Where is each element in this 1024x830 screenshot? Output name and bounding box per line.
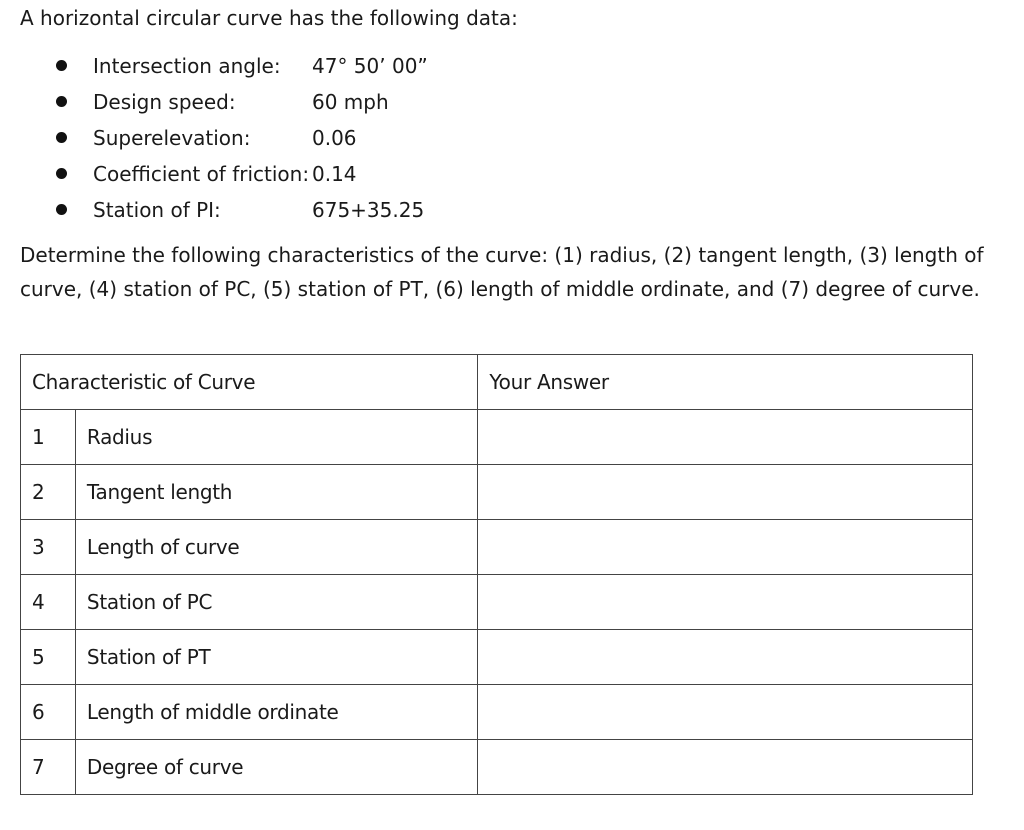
- row-characteristic: Tangent length: [75, 465, 477, 520]
- row-characteristic: Station of PT: [75, 630, 477, 685]
- given-label: Station of PI:: [93, 198, 221, 222]
- answer-table: [20, 354, 973, 795]
- row-number: 3: [21, 520, 76, 575]
- row-number: 5: [21, 630, 76, 685]
- intro-text: A horizontal circular curve has the following data:: [20, 6, 518, 30]
- bullet-icon: [56, 96, 67, 107]
- row-number: 2: [21, 465, 76, 520]
- table-row: [21, 520, 973, 575]
- answer-cell-station-of-pt[interactable]: [478, 630, 973, 685]
- answer-cell-radius[interactable]: [478, 410, 973, 465]
- given-label: Coefficient of friction:: [93, 162, 310, 186]
- given-value: 675+35.25: [312, 198, 425, 222]
- row-characteristic: Degree of curve: [75, 740, 477, 795]
- row-number: 1: [21, 410, 76, 465]
- bullet-icon: [56, 132, 67, 143]
- answer-cell-length-of-curve[interactable]: [478, 520, 973, 575]
- given-label: Superelevation:: [93, 126, 251, 150]
- bullet-icon: [56, 204, 67, 215]
- header-characteristic: Characteristic of Curve: [21, 355, 478, 410]
- given-value: 0.06: [312, 126, 357, 150]
- table-header-row: [21, 355, 973, 410]
- task-instructions: Determine the following characteristics of the curve: (1) radius, (2) tangent length, (3) length of curve, (4) station of PC, (5) station of PT, (6) length of middle ordinate, and (7) degree of curve.: [20, 243, 984, 301]
- given-value: 0.14: [312, 162, 357, 186]
- table-row: [21, 465, 973, 520]
- table-row: [21, 740, 973, 795]
- given-value: 47° 50’ 00”: [312, 54, 428, 78]
- given-label: Design speed:: [93, 90, 236, 114]
- row-number: 4: [21, 575, 76, 630]
- table-row: [21, 685, 973, 740]
- answer-cell-middle-ordinate[interactable]: [478, 685, 973, 740]
- row-characteristic: Radius: [75, 410, 477, 465]
- table-row: [21, 410, 973, 465]
- row-characteristic: Length of curve: [75, 520, 477, 575]
- answer-cell-degree-of-curve[interactable]: [478, 740, 973, 795]
- bullet-icon: [56, 60, 67, 71]
- header-your-answer: Your Answer: [478, 355, 973, 410]
- table-row: [21, 575, 973, 630]
- row-characteristic: Station of PC: [75, 575, 477, 630]
- answer-cell-tangent-length[interactable]: [478, 465, 973, 520]
- row-characteristic: Length of middle ordinate: [75, 685, 477, 740]
- table-row: [21, 630, 973, 685]
- answer-cell-station-of-pc[interactable]: [478, 575, 973, 630]
- row-number: 7: [21, 740, 76, 795]
- given-value: 60 mph: [312, 90, 389, 114]
- given-label: Intersection angle:: [93, 54, 281, 78]
- row-number: 6: [21, 685, 76, 740]
- bullet-icon: [56, 168, 67, 179]
